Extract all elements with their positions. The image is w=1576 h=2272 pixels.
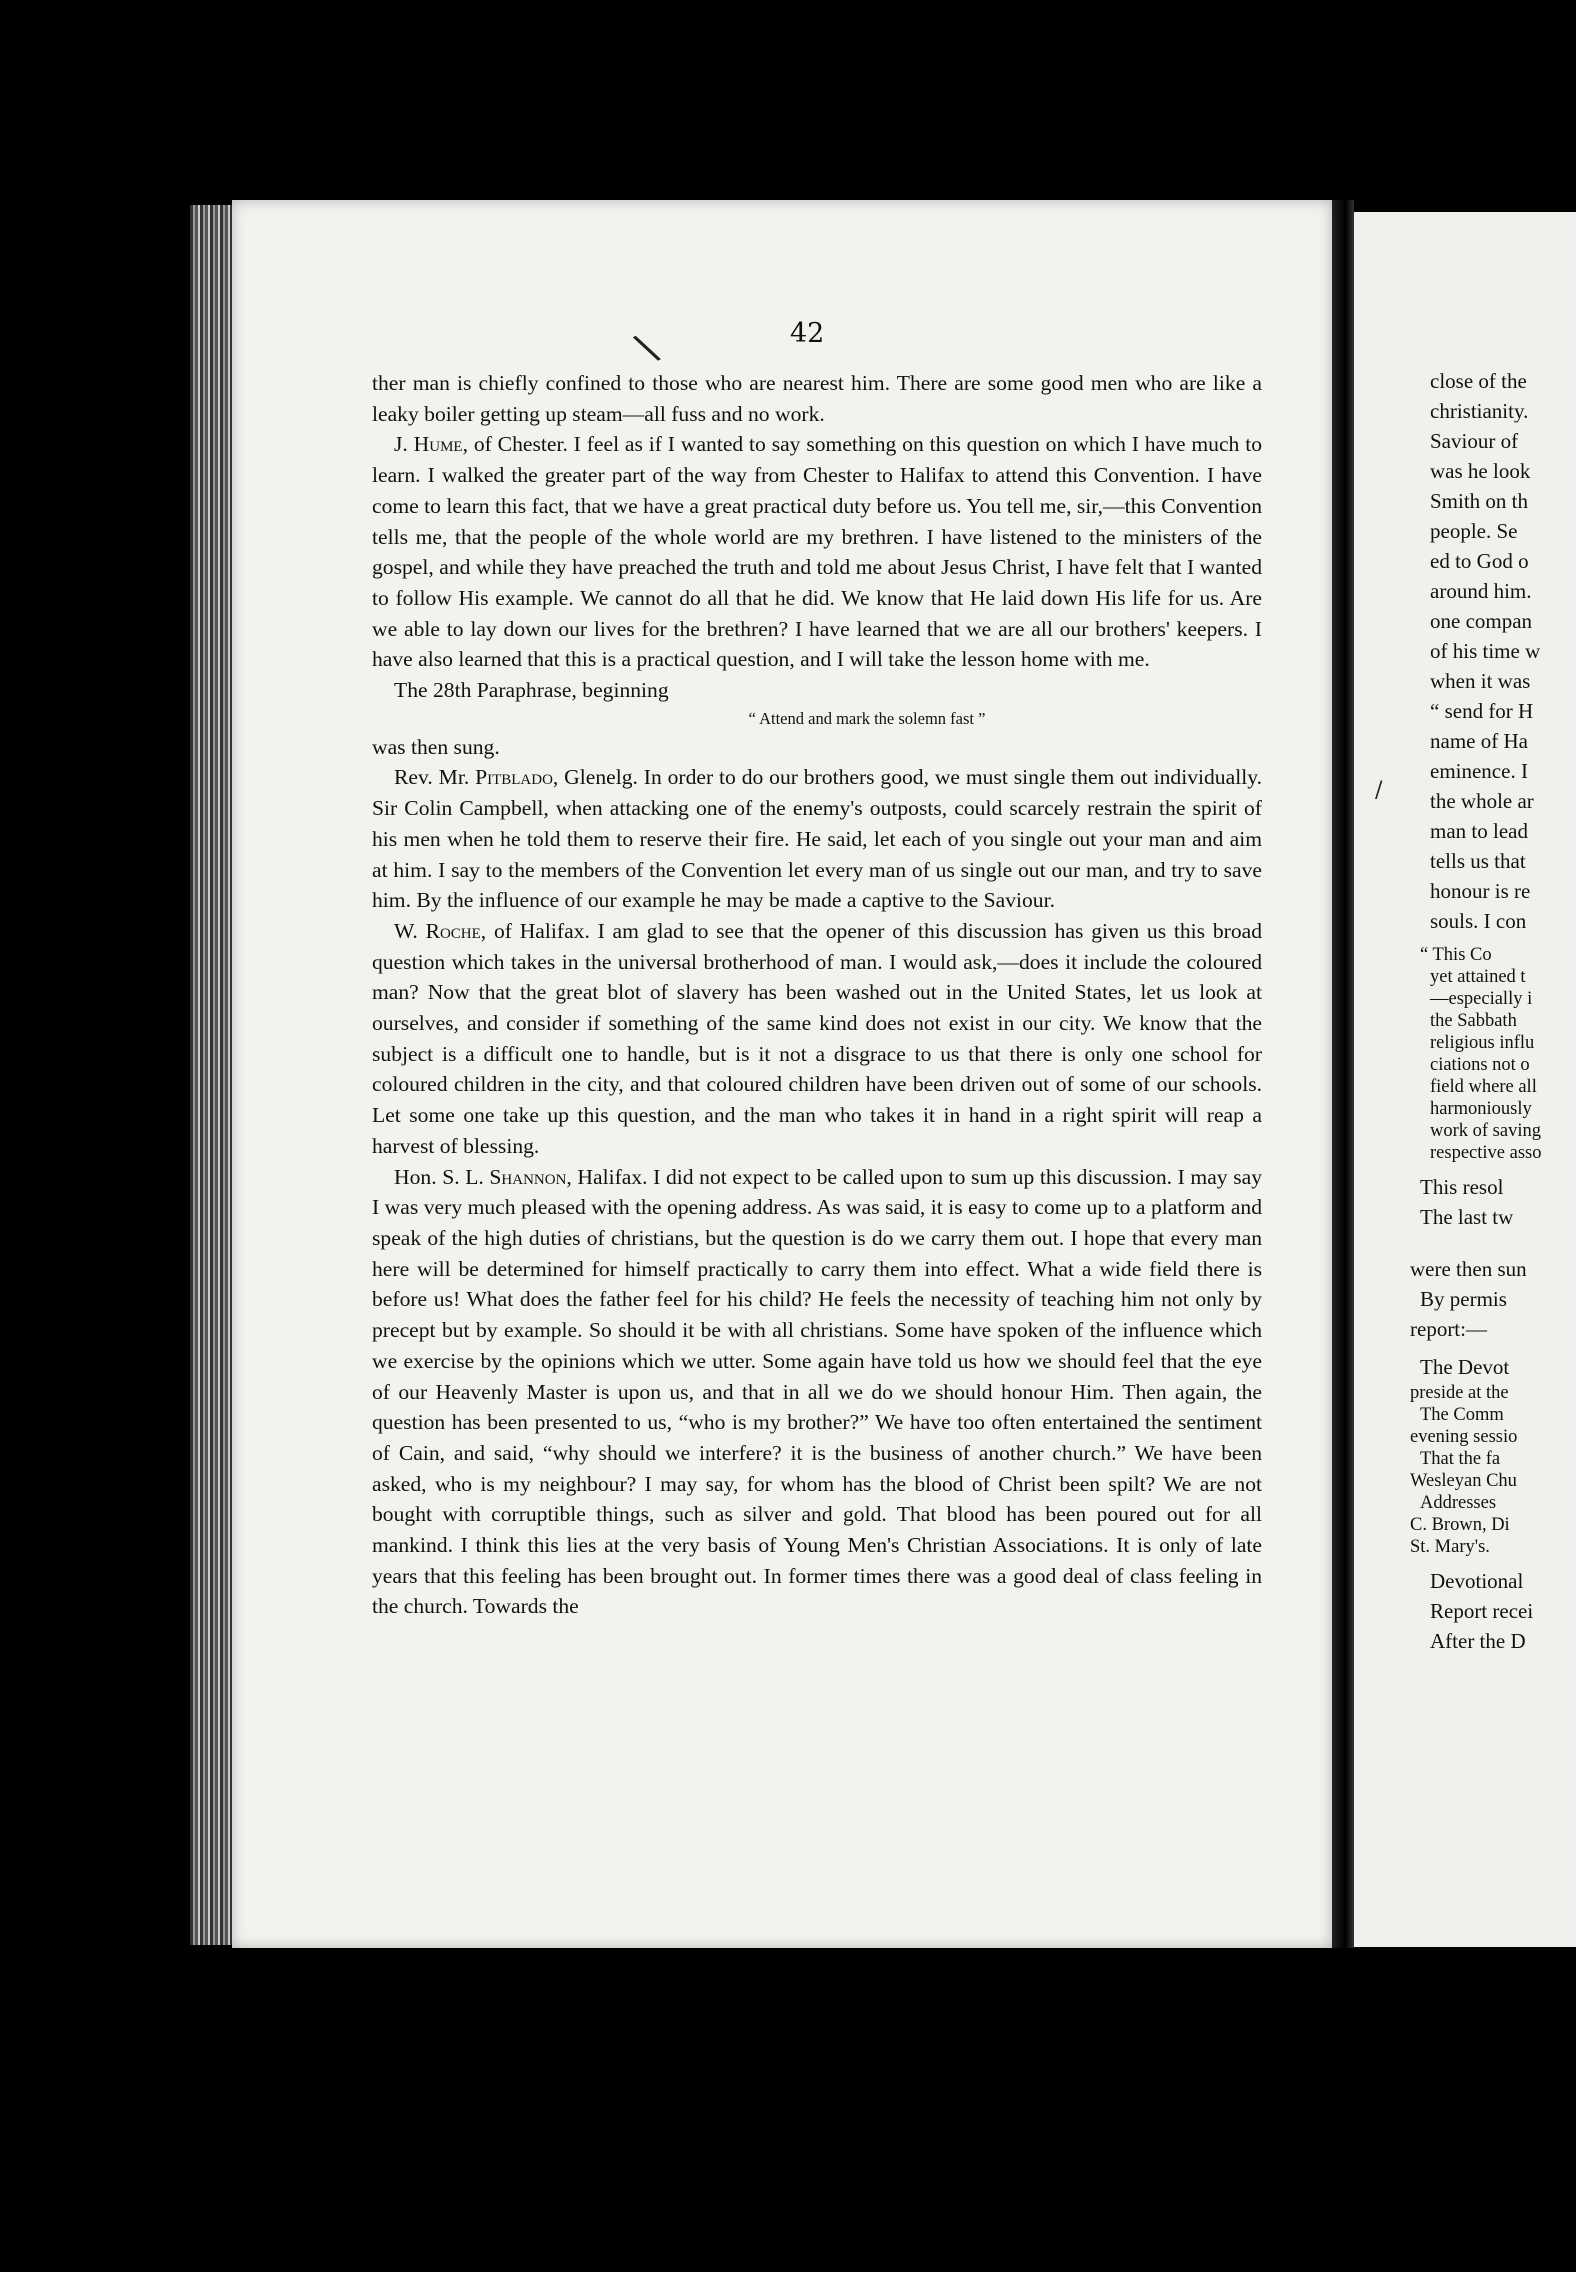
fragment-line: “ send for H (1430, 699, 1534, 723)
fragment-line: —especially i (1430, 989, 1533, 1009)
paragraph-text: of Halifax. I am glad to see that the opener of this discussion has given us this broad question which takes in the universal brotherhood of man. I would ask,—does it include the coloured man? Now that the great blot of slavery has been washed out in the United States, let us look at ourselves, and consider if something of the same kind does not exist in our city. We know that the subject is a difficult one to handle, but is it not a disgrace to us that there is only one school for coloured children in the city, and that coloured children have been driven out of some of our schools. Let some one take up this question, and the man who takes it in hand in a right spirit will reap a harvest of blessing. (372, 918, 1262, 1158)
paragraph-text: of Chester. I feel as if I wanted to say something on this question on which I have much to learn. I walked the greater part of the way from Chester to Halifax to attend this Convention. I have come to learn this fact, that we have a great practical duty before us. You tell me, sir,—this Convention tells me, that the people of the whole world are my brethren. I have listened to the ministers of the gospel, and while they have preached the truth and told me about Jesus Christ, I have felt that I wanted to follow His example. We cannot do all that he did. We know that He laid down His life for us. Are we able to lay down our lives for the brethren? I have learned that we are all our brothers' keepers. I have also learned that this is a practical question, and I will take the lesson home with me. (372, 432, 1262, 672)
fragment-line: ciations not o (1430, 1055, 1530, 1075)
fragment-line: Saviour of (1430, 429, 1519, 453)
margin-mark: / (1375, 778, 1383, 803)
fragment-line: yet attained t (1430, 967, 1526, 987)
paragraph (372, 706, 1262, 732)
fragment-line: honour is re (1430, 879, 1531, 903)
left-page-body (372, 368, 1262, 1622)
fragment-line: By permis (1420, 1287, 1507, 1311)
fragment-line: field where all (1430, 1077, 1537, 1097)
fragment-line: christianity. (1430, 399, 1529, 423)
fragment-line: tells us that (1430, 849, 1526, 873)
fragment-line: people. Se (1430, 519, 1518, 543)
fragment-line: of his time w (1430, 639, 1541, 663)
fragment-line (1410, 1232, 1576, 1254)
paragraph (372, 429, 1262, 675)
fragment-line: eminence. I (1430, 759, 1528, 783)
fragment-line: work of saving (1430, 1121, 1541, 1141)
fragment-line: man to lead (1430, 819, 1528, 843)
fragment-line: name of Ha (1430, 729, 1528, 753)
fragment-line: preside at the (1410, 1383, 1509, 1403)
fragment-line: one compan (1430, 609, 1533, 633)
fragment-line: the whole ar (1430, 789, 1534, 813)
fragment-line: Devotional (1430, 1569, 1524, 1593)
speaker-prefix: W. (394, 918, 426, 943)
fragment-line: when it was (1430, 669, 1531, 693)
fragment-line: Report recei (1430, 1599, 1534, 1623)
book-spine (190, 205, 238, 1945)
fragment-line: were then sun (1410, 1257, 1527, 1281)
paragraph (372, 675, 1262, 706)
fragment-line: was he look (1430, 459, 1531, 483)
speaker-name: Pitblado, (475, 765, 559, 790)
fragment-line: souls. I con (1430, 909, 1527, 933)
fragment-line: harmoniously (1430, 1099, 1532, 1119)
page-number: 42 (790, 318, 825, 349)
quote-text: “ Attend and mark the solemn fast ” (748, 708, 986, 728)
fragment-line: That the fa (1420, 1449, 1501, 1469)
paragraph-text: Glenelg. In order to do our brothers good, we must single them out individually. Sir Colin Campbell, when attacking one of the enemy's outposts, could scarcely restrain the spirit of his men when he told them to reserve their fire. He said, let each of you single out your man and aim at him. I say to the members of the Convention let every man of us single out our man, and try to save him. By the influence of our example he may be made a captive to the Saviour. (372, 765, 1262, 913)
paragraph (372, 368, 1262, 429)
speaker-prefix: Hon. S. L. (394, 1164, 490, 1189)
fragment-line: Addresses (1420, 1493, 1497, 1513)
fragment-line: respective asso (1430, 1143, 1542, 1163)
speaker-name: Shannon, (489, 1164, 572, 1189)
paragraph-text: The 28th Paraphrase, beginning (394, 678, 669, 703)
paragraph (372, 732, 1262, 763)
fragment-line: the Sabbath (1430, 1011, 1517, 1031)
fragment-line: The Devot (1420, 1355, 1510, 1379)
fragment-line: After the D (1430, 1629, 1526, 1653)
fragment-line: This resol (1420, 1175, 1504, 1199)
fragment-line: report:— (1410, 1317, 1487, 1341)
paragraph-text: Halifax. I did not expect to be called upon to sum up this discussion. I may say I was very much pleased with the opening address. As was said, it is easy to come up to a platform and speak of the high duties of christians, but the question is do we carry them out. I hope that every man here will be determined for himself practically to carry them into effect. What a wide field there is before us! What does the father feel for his child? He feels the necessity of teaching him not only by precept but by example. So should it be with all christians. Some have spoken of the influence which we exercise by the opinions which we utter. Some again have told us how we should feel that the eye of our Heavenly Master is upon us, and that in all we do we should honour Him. Then again, the question has been presented to us, “who is my brother?” We have too often entertained the sentiment of Cain, and said, “why should we interfere? it is the business of another church.” We have been asked, who is my neighbour? I may say, for whom has the blood of Christ been spilt? We are not bought with corruptible things, such as silver and gold. That blood has been poured out for all mankind. I think this lies at the very basis of Young Men's Christian Associations. It is only of late years that this feeling has been brought out. In former times there was a good deal of class feeling in the church. Towards the (372, 1164, 1262, 1619)
fragment-line: “ This Co (1420, 945, 1492, 965)
fragment-line: The Comm (1420, 1405, 1504, 1425)
speaker-name: Roche, (425, 918, 487, 943)
pen-mark: \ (629, 324, 665, 372)
fragment-line: St. Mary's. (1410, 1537, 1490, 1557)
speaker-prefix: Rev. Mr. (394, 765, 476, 790)
fragment-line: Wesleyan Chu (1410, 1471, 1517, 1491)
paragraph (372, 916, 1262, 1162)
fragment-line: C. Brown, Di (1410, 1515, 1510, 1535)
fragment-line: ed to God o (1430, 549, 1529, 573)
speaker-name: J. Hume, (394, 432, 468, 457)
fragment-line: evening sessio (1410, 1427, 1518, 1447)
fragment-line: Smith on th (1430, 489, 1529, 513)
paragraph (372, 1162, 1262, 1623)
fragment-line: religious influ (1430, 1033, 1535, 1053)
paragraph (372, 762, 1262, 916)
page-gutter (1332, 200, 1354, 1948)
right-page-fragments (1410, 366, 1576, 1656)
paragraph-text: was then sung. (372, 734, 500, 759)
paragraph-text: ther man is chiefly confined to those who are nearest him. There are some good men who are like a leaky boiler getting up steam—all fuss and no work. (372, 371, 1262, 426)
fragment-line: around him. (1430, 579, 1532, 603)
fragment-line: The last tw (1420, 1205, 1514, 1229)
fragment-line: close of the (1430, 369, 1527, 393)
